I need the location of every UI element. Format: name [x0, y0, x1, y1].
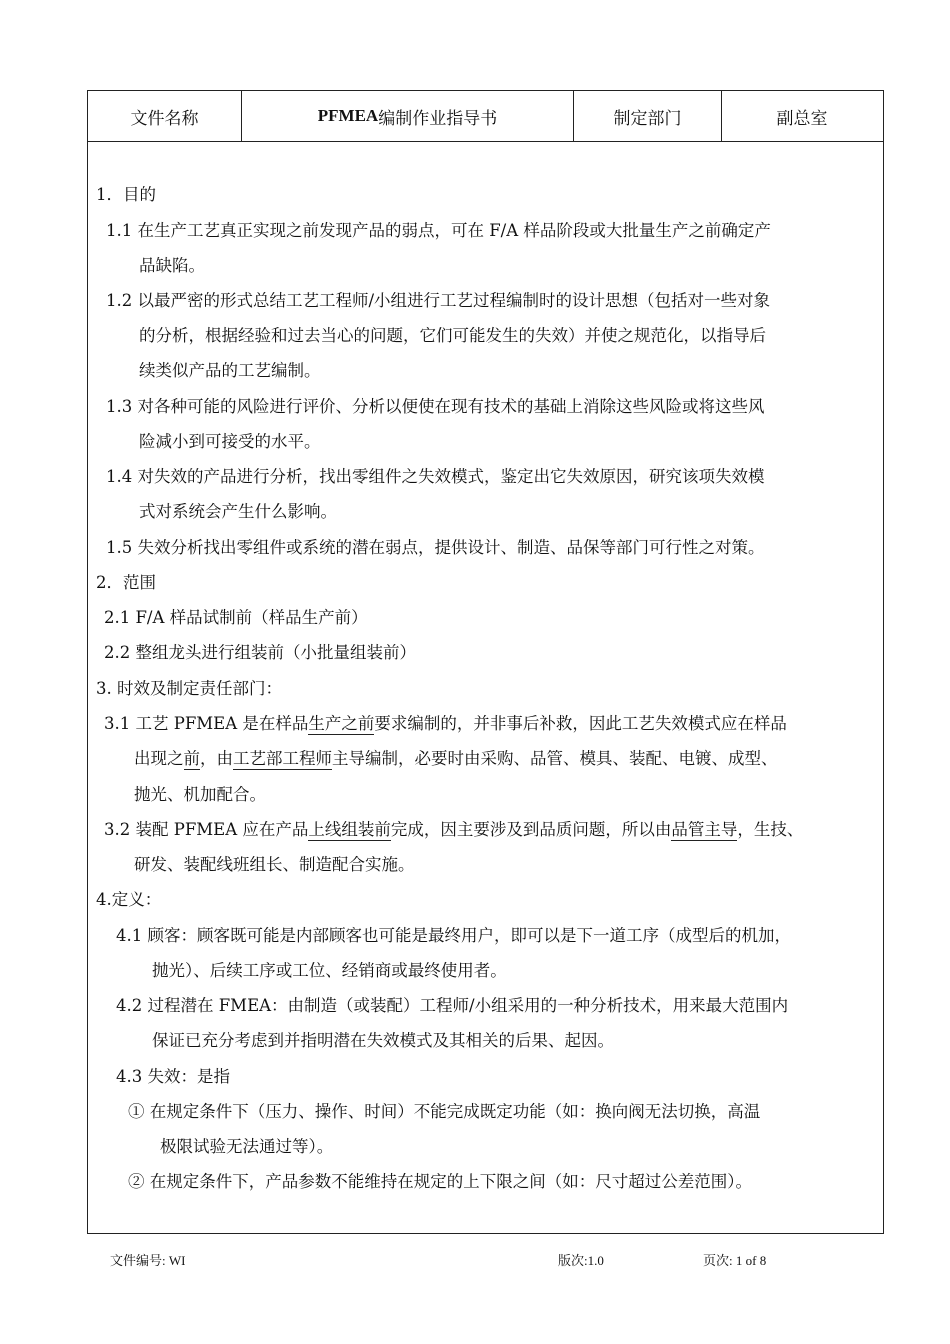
paragraph-line: 品缺陷。	[139, 256, 205, 275]
paragraph-line: 4.3 失效：是指	[116, 1067, 230, 1086]
section-3-heading: 3. 时效及制定责任部门：	[96, 679, 282, 698]
doc-number: 文件编号: WI	[110, 1253, 186, 1268]
text-run: 3.2 装配 PFMEA 应在产品	[104, 820, 309, 839]
paragraph-line: 保证已充分考虑到并指明潜在失效模式及其相关的后果、起因。	[152, 1031, 614, 1050]
paragraph-line: 1.1 在生产工艺真正实现之前发现产品的弱点，可在 F/A 样品阶段或大批量生产之前确定产	[106, 221, 771, 240]
paragraph-line: 研发、装配线班组长、制造配合实施。	[134, 855, 415, 874]
text-run: 3.1 工艺 PFMEA 是在样品	[104, 714, 309, 733]
document-title-rest: 编制作业指导书	[378, 108, 498, 129]
paragraph-line: 2.1 F/A 样品试制前（样品生产前）	[104, 608, 368, 627]
section-4-heading: 4.定义：	[96, 890, 162, 909]
paragraph-line: 4.2 过程潜在 FMEA：由制造（或装配）工程师/小组采用的一种分析技术，用来最大范围内	[116, 996, 789, 1015]
paragraph-line: 式对系统会产生什么影响。	[139, 502, 337, 521]
file-name-label: 文件名称	[88, 91, 242, 141]
version-number: 版次:1.0	[558, 1253, 604, 1268]
section-2-heading: 2．范围	[96, 573, 156, 592]
underlined-text: 上线组装前	[308, 820, 391, 839]
section-1-heading: 1．目的	[96, 185, 156, 204]
paragraph-line	[134, 748, 778, 770]
underlined-text: 生产之前	[308, 714, 375, 733]
paragraph-line: 2.2 整组龙头进行组装前（小批量组装前）	[104, 643, 416, 662]
text-run: ，生技、	[737, 820, 804, 839]
paragraph-line: 1.2 以最严密的形式总结工艺工程师/小组进行工艺过程编制时的设计思想（包括对一些对象	[106, 291, 771, 310]
text-run: ，由	[200, 749, 233, 768]
document-body	[88, 141, 883, 1233]
document-title-bold: PFMEA	[317, 106, 379, 125]
paragraph-line: ① 在规定条件下（压力、操作、时间）不能完成既定功能（如：换向阀无法切换，高温	[128, 1102, 761, 1121]
underlined-text: 前	[183, 749, 200, 768]
page-number: 页次: 1 of 8	[703, 1253, 767, 1268]
header-row	[88, 91, 883, 142]
paragraph-line: ② 在规定条件下，产品参数不能维持在规定的上下限之间（如：尺寸超过公差范围）。	[128, 1172, 752, 1191]
paragraph-line: 1.3 对各种可能的风险进行评价、分析以便使在现有技术的基础上消除这些风险或将这些风	[106, 397, 765, 416]
paragraph-line	[104, 819, 803, 841]
underlined-text: 工艺部工程师	[233, 749, 332, 768]
paragraph-line: 1.5 失效分析找出零组件或系统的潜在弱点，提供设计、制造、品保等部门可行性之对策。	[106, 538, 765, 557]
paragraph-line: 续类似产品的工艺编制。	[139, 361, 321, 380]
paragraph-line: 的分析，根据经验和过去当心的问题，它们可能发生的失效）并使之规范化，以指导后	[139, 326, 766, 345]
text-run: 主导编制，必要时由采购、品管、模具、装配、电镀、成型、	[332, 749, 778, 768]
paragraph-line: 4.1 顾客：顾客既可能是内部顾客也可能是最终用户，即可以是下一道工序（成型后的机加，	[116, 926, 791, 945]
paragraph-line: 极限试验无法通过等）。	[160, 1137, 334, 1156]
dept-value: 副总室	[776, 108, 828, 129]
underlined-text: 品管主导	[671, 820, 738, 839]
dept-label: 制定部门	[574, 91, 722, 141]
document-frame	[87, 90, 884, 1234]
paragraph-line: 抛光）、后续工序或工位、经销商或最终使用者。	[152, 961, 507, 980]
paragraph-line	[104, 713, 787, 735]
paragraph-line: 抛光、机加配合。	[134, 785, 266, 804]
paragraph-line: 1.4 对失效的产品进行分析，找出零组件之失效模式，鉴定出它失效原因，研究该项失效模	[106, 467, 765, 486]
text-run: 出现之	[134, 749, 184, 768]
text-run: 完成，因主要涉及到品质问题，所以由	[390, 820, 672, 839]
text-run: 要求编制的，并非事后补救，因此工艺失效模式应在样品	[374, 714, 787, 733]
paragraph-line: 险减小到可接受的水平。	[139, 432, 321, 451]
document-title	[242, 91, 574, 141]
